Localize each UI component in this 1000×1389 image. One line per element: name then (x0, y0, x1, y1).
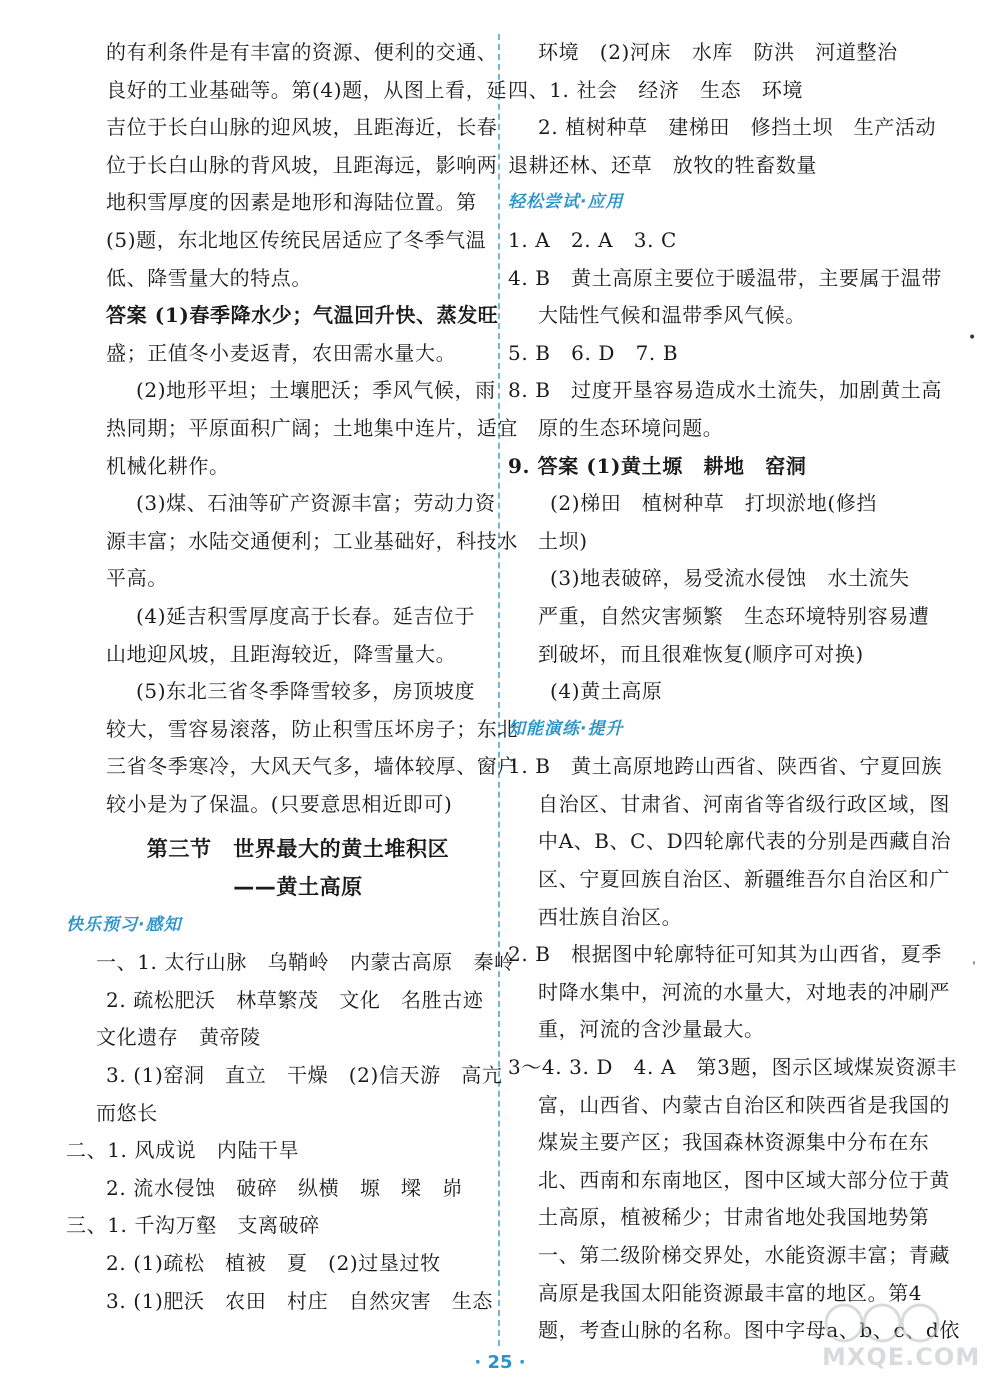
text-line: 吉位于长白山脉的迎风坡，且距海近，长春 (106, 115, 498, 140)
text-line: 中A、B、C、D四轮廓代表的分别是西藏自治 (538, 829, 952, 854)
text-line: 土坝) (538, 528, 588, 553)
text-line: 2. 流水侵蚀 破碎 纵横 塬 墚 峁 (106, 1175, 463, 1200)
text-line: 四、1. 社会 经济 生态 环境 (508, 77, 804, 102)
text-line: 三省冬季寒冷，大风天气多，墙体较厚、窗户 (106, 754, 518, 779)
text-line: 2. 疏松肥沃 林草繁茂 文化 名胜古迹 (106, 987, 484, 1012)
watermark-text: MXQE.COM (822, 1343, 981, 1371)
text-line: (4)延吉积雪厚度高于长春。延吉位于 (136, 603, 476, 628)
text-line: 2. B 根据图中轮廓特征可知其为山西省，夏季 (508, 942, 942, 967)
text-line: 文化遗存 黄帝陵 (96, 1025, 261, 1050)
text-line: 的有利条件是有丰富的资源、便利的交通、 (106, 40, 498, 64)
text-line: 盛；正值冬小麦返青，农田需水量大。 (106, 340, 457, 365)
text-line: (2)梯田 植树种草 打坝淤地(修挡 (550, 491, 877, 516)
text-line: 位于长白山脉的背风坡，且距海远，影响两 (106, 152, 498, 177)
text-line: 一、1. 太行山脉 乌鞘岭 内蒙古高原 秦岭 (96, 950, 515, 975)
section-heading-practice: 知能演练·提升 (508, 718, 624, 739)
text-line: 4. B 黄土高原主要位于暖温带，主要属于温带 (508, 265, 942, 290)
text-line: 源丰富；水陆交通便利；工业基础好，科技水 (106, 528, 518, 553)
text-line: 大陆性气候和温带季风气候。 (538, 303, 806, 328)
text-line: 原的生态环境问题。 (538, 415, 724, 440)
text-line: 山地迎风坡，且距海较近，降雪量大。 (106, 641, 457, 666)
section-heading-try: 轻松尝试·应用 (508, 192, 624, 213)
text-line: 土高原，植被稀少；甘肃省地处我国地势第 (538, 1205, 930, 1230)
text-line: (3)煤、石油等矿产资源丰富；劳动力资 (136, 491, 496, 516)
text-line: 2. (1)疏松 植被 夏 (2)过垦过牧 (106, 1251, 441, 1275)
answer-line: 答案 (1)春季降水少；气温回升快、蒸发旺 (106, 303, 499, 328)
text-line: 重，河流的含沙量最大。 (538, 1017, 765, 1042)
text-line: 区、宁夏回族自治区、新疆维吾尔自治区和广 (538, 867, 950, 892)
column-divider (498, 34, 500, 1346)
margin-mark: ˈ (972, 960, 976, 976)
answer-line: 9. 答案 (1)黄土塬 耕地 窑洞 (508, 453, 807, 478)
text-line: (4)黄土高原 (550, 679, 663, 704)
text-line: 自治区、甘肃省、河南省等省级行政区域，图 (538, 791, 950, 816)
text-line: (5)东北三省冬季降雪较多，房顶坡度 (136, 679, 476, 704)
text-line: 1. A 2. A 3. C (508, 227, 677, 252)
text-line: 西壮族自治区。 (538, 904, 683, 929)
text-line: 退耕还林、还草 放牧的牲畜数量 (508, 152, 817, 177)
text-line: 地积雪厚度的因素是地形和海陆位置。第 (106, 190, 477, 215)
text-line: 煤炭主要产区；我国森林资源集中分布在东 (538, 1130, 930, 1155)
text-line: 热同期；平原面积广阔；土地集中连片，适宜 (106, 415, 518, 440)
text-line: 3～4. 3. D 4. A 第3题，图示区域煤炭资源丰 (508, 1055, 958, 1080)
text-line: 到破坏，而且很难恢复(顺序可对换) (538, 641, 864, 666)
text-line: 时降水集中，河流的水量大，对地表的冲刷严 (538, 979, 950, 1004)
text-line: 平高。 (106, 566, 168, 591)
text-line: 2. 植树种草 建梯田 修挡土坝 生产活动 (538, 115, 937, 140)
text-line: 北、西南和东南地区，图中区域大部分位于黄 (538, 1167, 950, 1192)
text-line: 较大，雪容易滚落，防止积雪压坏房子；东北 (106, 716, 518, 741)
text-line: 8. B 过度开垦容易造成水土流失，加剧黄土高 (508, 378, 942, 403)
text-line: 5. B 6. D 7. B (508, 340, 679, 365)
text-line: 低、降雪量大的特点。 (106, 265, 312, 290)
text-line: 较小是为了保温。(只要意思相近即可) (106, 791, 453, 816)
section-title: 第三节 世界最大的黄土堆积区 (146, 837, 450, 862)
page-number: · 25 · (474, 1352, 526, 1373)
text-line: 良好的工业基础等。第(4)题，从图上看，延 (106, 77, 507, 102)
text-line: 富，山西省、内蒙古自治区和陕西省是我国的 (538, 1092, 950, 1117)
left-column (66, 34, 518, 1320)
margin-mark: • (968, 330, 977, 346)
text-line: (3)地表破碎，易受流水侵蚀 水土流失 (550, 566, 910, 591)
text-line: 严重，自然灾害频繁 生态环境特别容易遭 (538, 603, 930, 628)
text-line: 题，考查山脉的名称。图中字母a、b、c、d依 (538, 1318, 960, 1343)
text-line: 三、1. 千沟万壑 支离破碎 (66, 1213, 320, 1238)
text-line: 一、第二级阶梯交界处，水能资源丰富；青藏 (538, 1243, 950, 1267)
text-line: 机械化耕作。 (106, 453, 230, 478)
text-line: 3. (1)窑洞 直立 干燥 (2)信天游 高亢 (106, 1063, 503, 1088)
text-line: 3. (1)肥沃 农田 村庄 自然灾害 生态 (106, 1288, 493, 1313)
text-line: (5)题，东北地区传统民居适应了冬季气温 (106, 227, 487, 252)
text-line: 二、1. 风成说 内陆干旱 (66, 1138, 300, 1163)
right-column (508, 34, 960, 1350)
text-line: 环境 (2)河床 水库 防洪 河道整治 (538, 40, 898, 64)
text-line: 高原是我国太阳能资源最丰富的地区。第4 (538, 1280, 923, 1305)
section-subtitle: ——黄土高原 (233, 875, 363, 900)
watermark-logo (822, 1301, 982, 1371)
text-line: 1. B 黄土高原地跨山西省、陕西省、宁夏回族 (508, 754, 942, 779)
watermark-seal-icon (822, 1301, 942, 1345)
text-line: (2)地形平坦；土壤肥沃；季风气候，雨 (136, 378, 496, 403)
section-heading-preview: 快乐预习·感知 (66, 914, 182, 935)
text-line: 而悠长 (96, 1100, 158, 1125)
